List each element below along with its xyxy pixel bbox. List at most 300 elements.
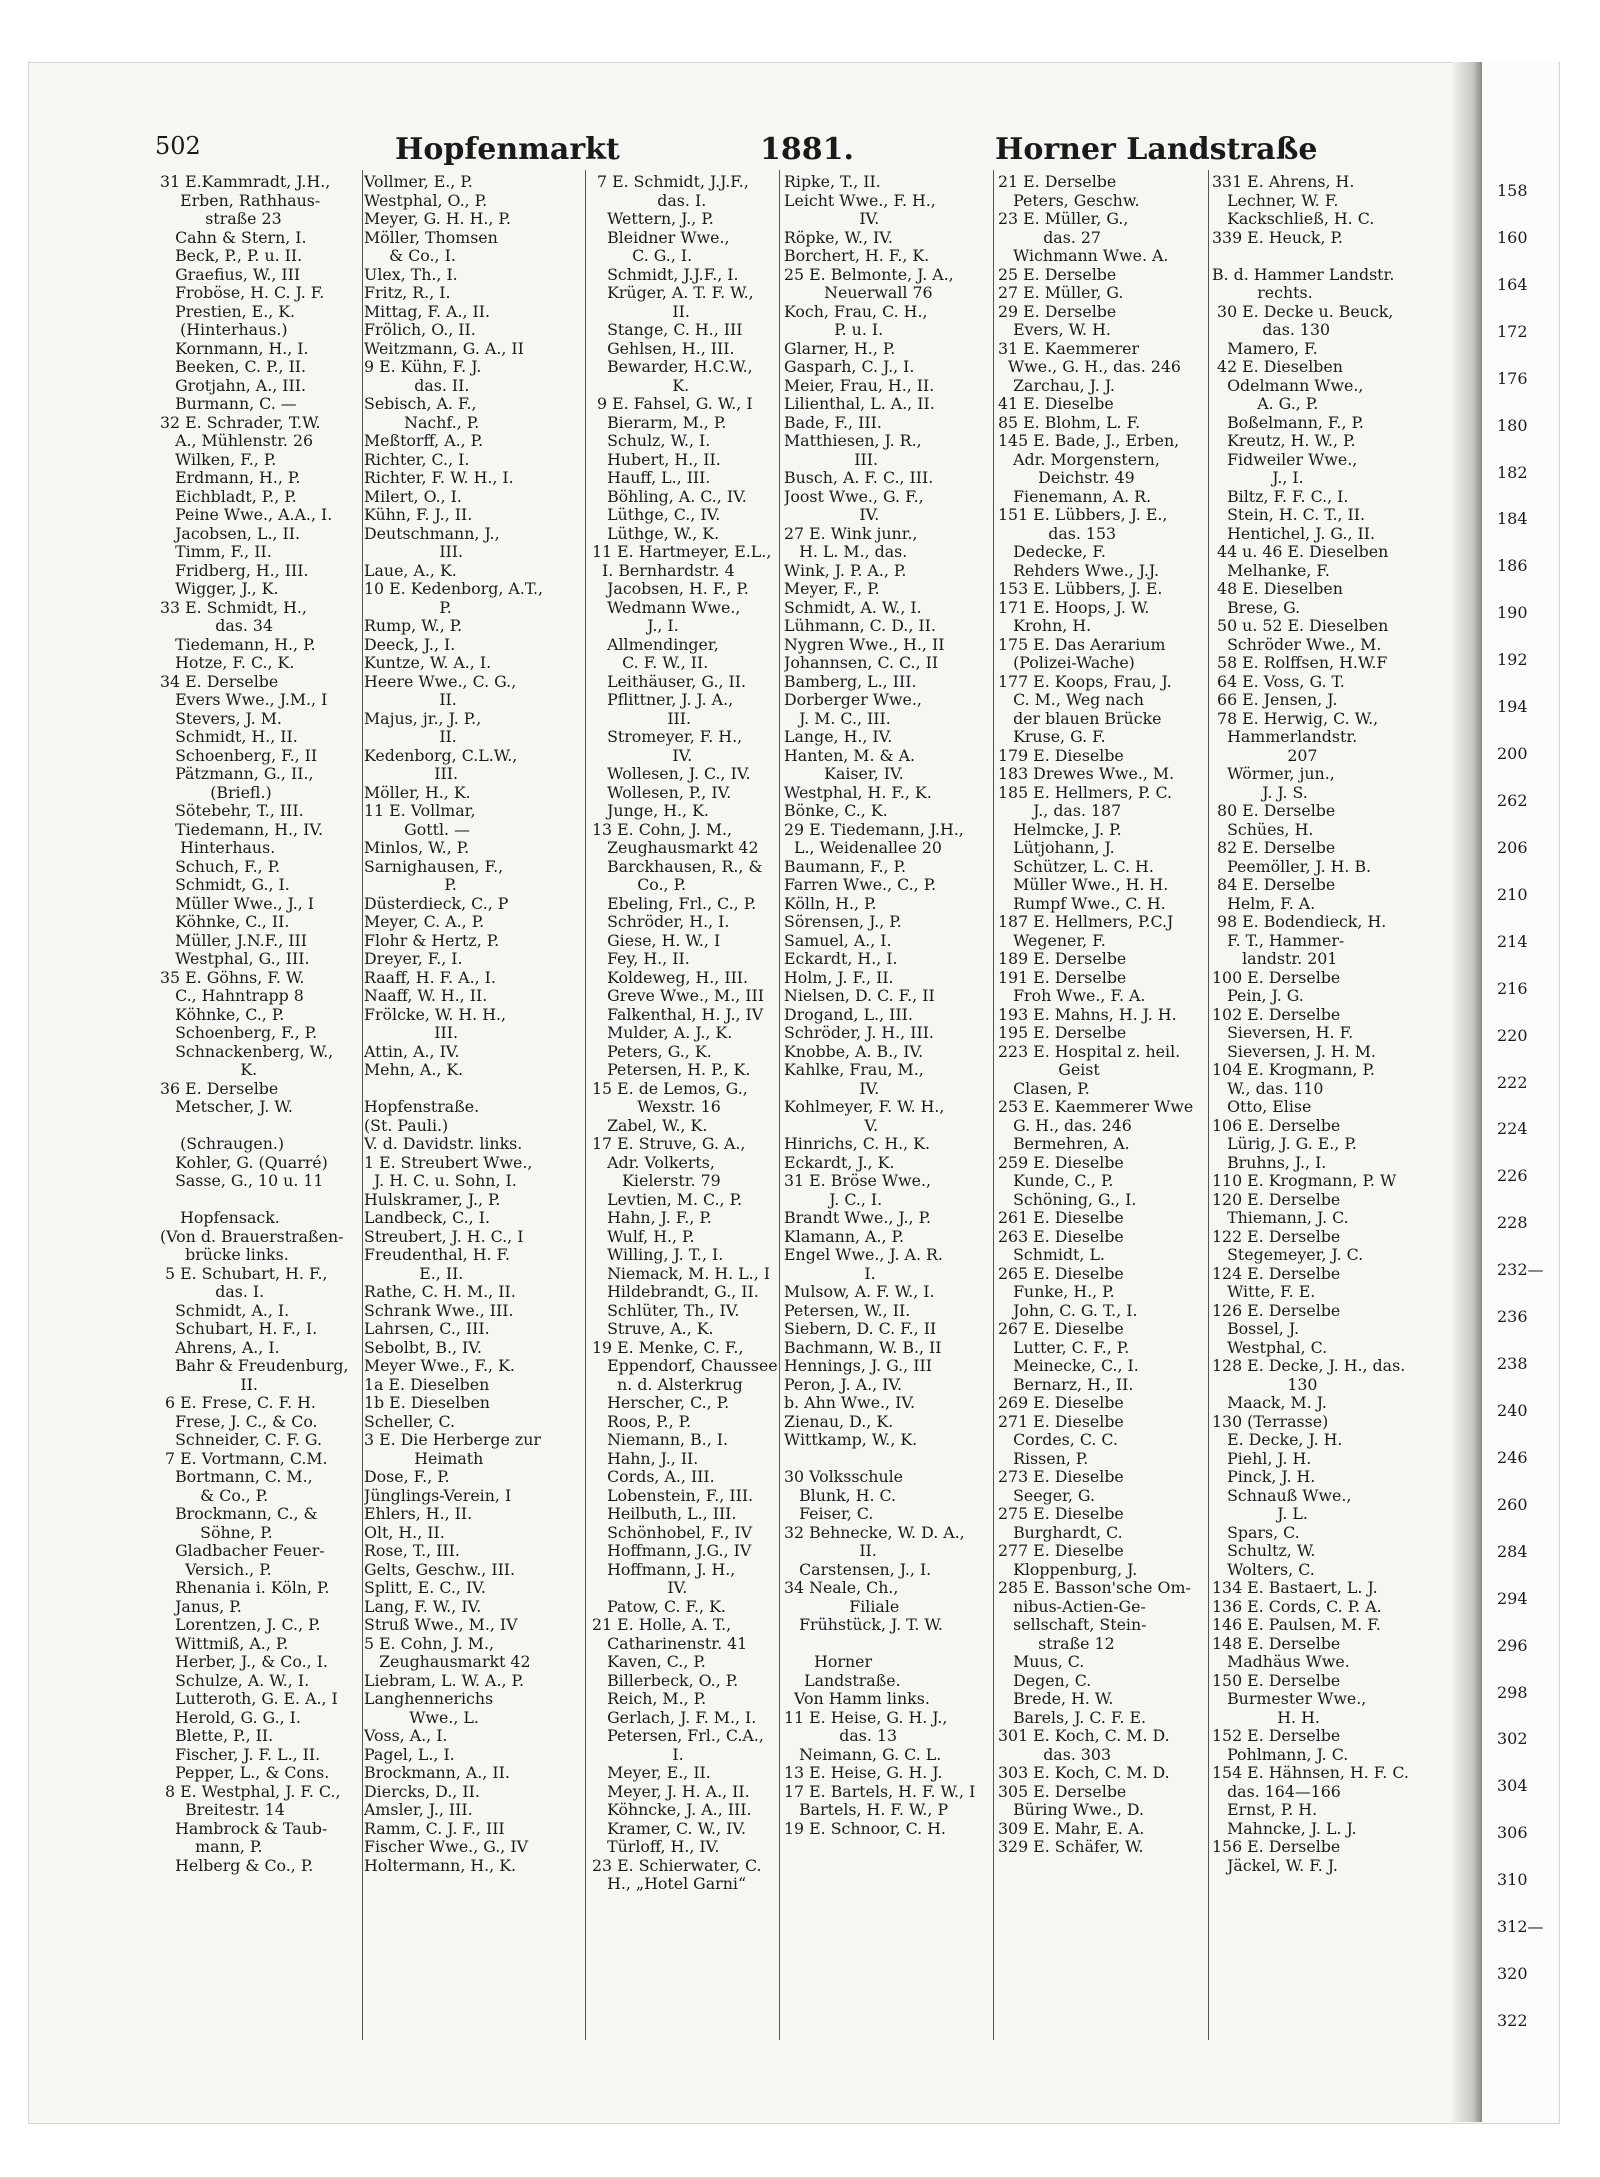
directory-entry-line: Evers Wwe., J.M., I [160, 691, 328, 709]
directory-entry-line: K. [160, 1061, 258, 1079]
directory-entry-line: Muus, C. [998, 1653, 1085, 1671]
directory-entry-line: Söhne, P. [160, 1523, 273, 1542]
directory-entry-line: Odelmann Wwe., [1212, 376, 1364, 395]
directory-entry-line: 303 E. Koch, C. M. D. [998, 1764, 1170, 1782]
directory-entry-line: Peters, G., K. [592, 1042, 712, 1061]
directory-entry-line: Brandt Wwe., J., P. [784, 1209, 932, 1227]
directory-entry-line: J. C., I. [784, 1190, 883, 1209]
directory-entry-line: brücke links. [160, 1246, 289, 1264]
directory-entry-line [784, 1450, 992, 1469]
directory-entry-line: 29 E. Derselbe [998, 302, 1117, 321]
directory-entry-line: Fienemann, A. R. [998, 487, 1152, 506]
directory-entry-line: Rhenania i. Köln, P. [160, 1579, 330, 1597]
next-page-line-number: 294 [1497, 1589, 1528, 1608]
directory-entry-line: Schulze, A. W., I. [160, 1671, 310, 1690]
directory-entry-line: Baumann, F., P. [784, 857, 907, 876]
directory-entry-line: Schubart, H. F., I. [160, 1320, 318, 1338]
directory-entry-line: Thiemann, J. C. [1212, 1209, 1349, 1227]
directory-entry-line: Meyer, G. H. H., P. [364, 210, 511, 228]
directory-entry-line: Kölln, H., P. [784, 894, 877, 913]
directory-entry-line: 104 E. Krogmann, P. [1212, 1061, 1375, 1079]
directory-entry-line: Bönke, C., K. [784, 802, 888, 820]
directory-entry-line: Schoenberg, F., II [160, 746, 318, 765]
directory-entry-line: Pein, J. G. [1212, 987, 1304, 1005]
next-page-line-number: 262 [1497, 791, 1528, 810]
directory-entry-line: Wettern, J., P. [592, 210, 714, 228]
directory-entry-line: V. d. Davidstr. links. [364, 1135, 523, 1153]
directory-entry-line: Pagel, L., I. [364, 1745, 455, 1764]
directory-entry-line: Mamero, F. [1212, 339, 1318, 358]
directory-entry-line: Degen, C. [998, 1671, 1092, 1690]
directory-entry-line: Reich, M., P. [592, 1690, 707, 1708]
directory-entry-line: III. [364, 1024, 459, 1042]
directory-entry-line: III. [784, 450, 879, 469]
directory-entry-line: Lange, H., IV. [784, 728, 893, 746]
directory-entry-line: III. [364, 543, 464, 561]
directory-entry-line: Eichbladt, P., P. [160, 487, 297, 506]
directory-entry-line: Köhnke, C., P. [160, 1005, 285, 1024]
directory-entry-line: Ramm, C. J. F., III [364, 1819, 505, 1838]
directory-entry-line: IV. [592, 1579, 688, 1597]
directory-entry-line: 3 E. Die Herberge zur [364, 1431, 541, 1449]
directory-entry-line: 259 E. Dieselbe [998, 1153, 1124, 1172]
directory-entry-line: Wittmiß, A., P. [160, 1634, 289, 1653]
directory-entry-line: Hammerlandstr. [1212, 728, 1358, 746]
directory-entry-line: 183 Drewes Wwe., M. [998, 765, 1175, 783]
next-page-line-number: 296 [1497, 1636, 1528, 1655]
directory-entry-line: Koldeweg, H., III. [592, 968, 749, 987]
directory-entry-line: 171 E. Hoops, J. W. [998, 598, 1150, 617]
directory-entry-line: Hinrichs, C. H., K. [784, 1135, 931, 1153]
next-page-line-number: 158 [1497, 181, 1528, 200]
directory-entry-line: 42 E. Dieselben [1212, 358, 1343, 376]
directory-entry-line: Schulz, W., I. [592, 432, 711, 450]
directory-entry-line: Rose, T., III. [364, 1542, 460, 1560]
directory-entry-line: Stromeyer, F. H., [592, 728, 743, 746]
next-page-line-number: 214 [1497, 932, 1528, 951]
directory-entry-line: Eckardt, J., K. [784, 1153, 895, 1172]
directory-entry-line: II. [364, 691, 457, 709]
directory-entry-line: II. [592, 302, 690, 321]
directory-entry-line: Schlüter, Th., IV. [592, 1301, 740, 1320]
next-page-line-number: 320 [1497, 1964, 1528, 1983]
directory-entry-line: Mittag, F. A., II. [364, 302, 491, 321]
directory-entry-line: Sebolbt, B., IV. [364, 1338, 482, 1357]
directory-entry-line: 21 E. Derselbe [998, 173, 1117, 191]
directory-entry-line: Naaff, W. H., II. [364, 987, 488, 1005]
directory-entry-line: Petersen, H. P., K. [592, 1061, 751, 1079]
directory-entry-line: Bewarder, H.C.W., [592, 358, 753, 376]
directory-entry-line: Kahlke, Frau, M., [784, 1061, 924, 1079]
next-page-line-number: 210 [1497, 885, 1528, 904]
directory-entry-line: Möller, H., K. [364, 783, 471, 802]
directory-entry-line: 269 E. Dieselbe [998, 1394, 1124, 1412]
directory-entry-line: Hentichel, J. G., II. [1212, 524, 1375, 543]
directory-entry-line: Hahn, J., II. [592, 1449, 699, 1468]
directory-entry-line: Lütjohann, J. [998, 839, 1115, 857]
directory-entry-line: nibus-Actien-Ge- [998, 1597, 1146, 1616]
directory-entry-line: 17 E. Struve, G. A., [592, 1135, 746, 1153]
directory-column [364, 173, 568, 1875]
directory-entry-line: Koch, Frau, C. H., [784, 302, 928, 321]
directory-entry-line: J., das. 187 [998, 802, 1122, 820]
directory-entry-line: Roos, P., P. [592, 1412, 692, 1431]
directory-entry-line: J. H. C. u. Sohn, I. [364, 1172, 517, 1190]
directory-entry-line: Funke, H., P. [998, 1283, 1115, 1301]
directory-entry-line: 305 E. Derselbe [998, 1782, 1127, 1801]
directory-entry-line: Kielerstr. 79 [592, 1172, 721, 1190]
directory-entry-line: 30 Volksschule [784, 1468, 904, 1486]
directory-entry-line: Schües, H. [1212, 820, 1314, 839]
directory-entry-line: Wwe., L. [364, 1708, 479, 1727]
directory-entry-line: Madhäus Wwe. [1212, 1653, 1350, 1671]
next-page-line-number: 190 [1497, 603, 1528, 622]
directory-entry-line: Kramer, C. W., IV. [592, 1819, 747, 1838]
directory-entry-line: Greve Wwe., M., III [592, 987, 765, 1005]
directory-entry-line: Sieversen, H. F. [1212, 1024, 1354, 1042]
directory-entry-line: Burmann, C. — [160, 395, 297, 413]
directory-entry-line: 273 E. Dieselbe [998, 1468, 1124, 1486]
directory-entry-line: Schmidt, H., II. [160, 728, 298, 746]
directory-entry-line: Ebeling, Frl., C., P. [592, 894, 757, 913]
directory-entry-line: Fischer, J. F. L., II. [160, 1745, 321, 1764]
directory-entry-line: Hauff, L., III. [592, 469, 711, 487]
directory-entry-line: Sötebehr, T., III. [160, 802, 304, 820]
directory-entry-line: Prestien, E., K. [160, 302, 296, 321]
directory-entry-line: 120 E. Derselbe [1212, 1190, 1341, 1209]
directory-entry-line: 11 E. Heise, G. H. J., [784, 1708, 948, 1727]
directory-entry-line: IV. [784, 210, 880, 228]
directory-entry-line: 33 E. Schmidt, H., [160, 598, 307, 617]
directory-entry-line: 223 E. Hospital z. heil. [998, 1042, 1181, 1061]
directory-entry-line: 78 E. Herwig, C. W., [1212, 709, 1379, 728]
directory-entry-line: Kaiser, IV. [784, 765, 904, 783]
directory-entry-line: Streubert, J. H. C., I [364, 1227, 524, 1246]
directory-entry-line: Stegemeyer, J. C. [1212, 1246, 1364, 1264]
directory-entry-line: Bermehren, A. [998, 1135, 1130, 1153]
directory-entry-line: Petersen, Frl., C.A., [592, 1727, 764, 1745]
directory-entry-line: Wulf, H., P. [592, 1227, 695, 1246]
directory-entry-line: Barckhausen, R., & [592, 857, 763, 876]
directory-entry-line: Niemack, M. H. L., I [592, 1264, 770, 1283]
directory-entry-line: Schönhobel, F., IV [592, 1523, 753, 1542]
directory-entry-line: 19 E. Menke, C. F., [592, 1338, 744, 1357]
directory-entry-line: Kreutz, H. W., P. [1212, 432, 1356, 450]
directory-entry-line: Brede, H. W. [998, 1690, 1114, 1708]
directory-entry-line: 265 E. Dieselbe [998, 1264, 1124, 1283]
directory-entry-line: 48 E. Dieselben [1212, 580, 1343, 598]
directory-entry-line: Nachf., P. [364, 413, 480, 432]
directory-entry-line: Wegener, F. [998, 931, 1106, 950]
directory-entry-line [364, 1080, 568, 1099]
page-gutter-shadow [1452, 62, 1482, 2122]
directory-entry-line: sellschaft, Stein- [998, 1616, 1147, 1634]
directory-entry-line: Falkenthal, H. J., IV [592, 1005, 764, 1024]
directory-entry-line: Farren Wwe., C., P. [784, 876, 937, 894]
directory-entry-line: 207 [1212, 746, 1318, 765]
directory-entry-line: IV. [784, 1079, 880, 1098]
page-number: 502 [155, 132, 201, 160]
next-page-line-number: 182 [1497, 463, 1528, 482]
directory-entry-line: Witte, F. E. [1212, 1283, 1316, 1301]
directory-entry-line: Krüger, A. T. F. W., [592, 284, 754, 302]
directory-entry-line: Pohlmann, J. C. [1212, 1745, 1349, 1764]
directory-entry-line: Schröder, H., I. [592, 913, 730, 931]
directory-entry-line: Lutter, C. F., P. [998, 1338, 1130, 1357]
directory-entry-line: Carstensen, J., I. [784, 1560, 932, 1579]
directory-entry-line: Schnackenberg, W., [160, 1042, 334, 1061]
directory-entry-line: Eckardt, H., I. [784, 950, 898, 968]
directory-entry-line: Herold, G. G., I. [160, 1708, 301, 1727]
directory-entry-line: 130 (Terrasse) [1212, 1412, 1329, 1431]
directory-entry-line: Mehn, A., K. [364, 1061, 464, 1079]
next-page-line-number: 240 [1497, 1401, 1528, 1420]
directory-entry-line: Bortmann, C. M., [160, 1468, 313, 1486]
directory-entry-line: Deichstr. 49 [998, 469, 1135, 487]
directory-entry-line: 151 E. Lübbers, J. E., [998, 506, 1168, 524]
directory-entry-line: 187 E. Hellmers, P.C.J [998, 913, 1174, 931]
directory-entry-line: John, C. G. T., I. [998, 1301, 1138, 1320]
directory-entry-line: Knobbe, A. B., IV. [784, 1042, 924, 1061]
next-page-line-number: 298 [1497, 1683, 1528, 1702]
directory-entry-line: Beeken, C. P., II. [160, 358, 307, 376]
directory-entry-line: 126 E. Derselbe [1212, 1301, 1341, 1320]
directory-entry-line: Biltz, F. F. C., I. [1212, 487, 1349, 506]
directory-entry-line: Kackschließ, H. C. [1212, 210, 1375, 228]
directory-entry-line: Giese, H. W., I [592, 931, 721, 950]
directory-entry-line: Spars, C. [1212, 1523, 1300, 1542]
directory-entry-line: Bossel, J. [1212, 1320, 1299, 1338]
directory-entry-line: 152 E. Derselbe [1212, 1727, 1341, 1745]
directory-entry-line: Schmidt, A. W., I. [784, 598, 922, 617]
directory-entry-line: Leithäuser, G., II. [592, 672, 747, 691]
directory-entry-line: Diercks, D., II. [364, 1782, 480, 1801]
directory-entry-line: (St. Pauli.) [364, 1116, 449, 1135]
directory-entry-line: 189 E. Derselbe [998, 950, 1127, 968]
directory-entry-line: 21 E. Holle, A. T., [592, 1616, 732, 1634]
directory-entry-line: Lühmann, C. D., II. [784, 617, 936, 635]
directory-entry-line: Schnauß Wwe., [1212, 1486, 1352, 1505]
directory-entry-line: 17 E. Bartels, H. F. W., I [784, 1782, 976, 1801]
directory-entry-line: Wwe., G. H., das. 246 [998, 358, 1181, 376]
next-page-line-number: 216 [1497, 979, 1528, 998]
directory-entry-line: Voss, A., I. [364, 1727, 448, 1745]
directory-entry-line: G. H., das. 246 [998, 1116, 1132, 1135]
directory-entry-line: Dose, F., P. [364, 1468, 450, 1486]
directory-entry-line: Froh Wwe., F. A. [998, 987, 1146, 1005]
directory-entry-line: Deeck, J., I. [364, 635, 456, 654]
directory-entry-line: IV. [784, 506, 880, 524]
directory-entry-line: Attin, A., IV. [364, 1042, 460, 1061]
directory-entry-line: Hopfensack. [160, 1209, 280, 1227]
directory-entry-line: das. II. [364, 376, 470, 395]
directory-entry-line: 106 E. Derselbe [1212, 1116, 1341, 1135]
directory-entry-line: II. [364, 728, 457, 746]
directory-entry-line: Möller, Thomsen [364, 228, 498, 247]
next-page-line-number: 322 [1497, 2011, 1528, 2030]
directory-entry-line: 179 E. Dieselbe [998, 746, 1124, 765]
directory-entry-line: Jacobsen, H. F., P. [592, 580, 749, 598]
next-page-line-number: 206 [1497, 838, 1528, 857]
directory-entry-line: Kloppenburg, J. [998, 1560, 1138, 1579]
directory-entry-line: 44 u. 46 E. Dieselben [1212, 543, 1389, 561]
directory-entry-line: 84 E. Derselbe [1212, 876, 1336, 894]
directory-entry-line: Helmcke, J. P. [998, 820, 1122, 839]
directory-entry-line: Bruhns, J., I. [1212, 1153, 1327, 1172]
directory-entry-line: C. F. W., II. [592, 654, 709, 672]
directory-entry-line: Drogand, L., III. [784, 1005, 913, 1024]
directory-entry-line: 148 E. Derselbe [1212, 1634, 1341, 1653]
directory-entry-line: Froböse, H. C. J. F. [160, 284, 325, 302]
directory-entry-line: 27 E. Müller, G. [998, 284, 1124, 302]
directory-entry-line: 98 E. Bodendieck, H. [1212, 913, 1387, 931]
directory-entry-line: 177 E. Koops, Frau, J. [998, 672, 1172, 691]
directory-entry-line: 50 u. 52 E. Dieselben [1212, 617, 1389, 635]
directory-entry-line: Majus, jr., J. P., [364, 709, 482, 728]
next-page-line-number: 236 [1497, 1307, 1528, 1326]
directory-entry-line: 31 E. Kaemmerer [998, 339, 1140, 358]
directory-entry-line: Janus, P. [160, 1597, 242, 1616]
directory-entry-line: Samuel, A., I. [784, 931, 892, 950]
directory-column [784, 173, 992, 1838]
directory-entry-line: Weitzmann, G. A., II [364, 339, 524, 358]
directory-entry-line: das. 13 [784, 1727, 898, 1745]
directory-entry-line: Holm, J. F., II. [784, 968, 894, 987]
directory-entry-line: Landbeck, C., I. [364, 1209, 490, 1227]
directory-entry-line: mann, P. [160, 1838, 263, 1856]
next-page-line-number: 246 [1497, 1448, 1528, 1467]
directory-entry-line: 301 E. Koch, C. M. D. [998, 1727, 1170, 1745]
directory-entry-line: & Co., I. [364, 247, 456, 265]
directory-entry-line: 153 E. Lübbers, J. E. [998, 580, 1163, 598]
directory-entry-line: 130 [1212, 1375, 1318, 1394]
directory-entry-line: Wigger, J., K. [160, 580, 279, 598]
directory-entry-line: Adr. Morgenstern, [998, 450, 1160, 469]
directory-entry-line: E., II. [364, 1264, 464, 1283]
directory-entry-line: Lüthge, W., K. [592, 524, 720, 543]
directory-entry-line: Clasen, P. [998, 1079, 1090, 1098]
directory-entry-line: Wittkamp, W., K. [784, 1431, 918, 1449]
directory-entry-line: Lobenstein, F., III. [592, 1486, 754, 1505]
directory-entry-line: Willing, J. T., I. [592, 1246, 724, 1264]
directory-entry-line: n. d. Alsterkrug [592, 1375, 743, 1394]
directory-entry-line: 191 E. Derselbe [998, 968, 1127, 987]
directory-entry-line: Cahn & Stern, I. [160, 228, 307, 247]
directory-entry-line: 271 E. Dieselbe [998, 1412, 1124, 1431]
directory-entry-line: Müller Wwe., J., I [160, 894, 315, 913]
directory-entry-line: Klamann, A., P. [784, 1227, 904, 1246]
directory-entry-line: Struß Wwe., M., IV [364, 1616, 518, 1634]
directory-column [1212, 173, 1448, 1875]
directory-entry-line: Lorentzen, J. C., P. [160, 1616, 321, 1634]
next-page-line-number: 184 [1497, 509, 1528, 528]
directory-entry-line: Blette, P., II. [160, 1727, 274, 1745]
directory-entry-line: das. I. [160, 1283, 265, 1301]
directory-entry-line: das. 34 [160, 617, 274, 635]
directory-entry-line: Rump, W., P. [364, 617, 463, 635]
directory-entry-line: 175 E. Das Aerarium [998, 635, 1166, 654]
directory-entry-line: Wollesen, J. C., IV. [592, 765, 751, 783]
directory-entry-line: 32 E. Schrader, T.W. [160, 413, 321, 432]
directory-entry-line: Niemann, B., I. [592, 1431, 729, 1449]
directory-entry-line: Frühstück, J. T. W. [784, 1616, 943, 1634]
directory-entry-line: Mahncke, J. L. J. [1212, 1819, 1357, 1838]
directory-entry-line: Büring Wwe., D. [998, 1801, 1145, 1819]
directory-entry-line: Stein, H. C. T., II. [1212, 506, 1366, 524]
directory-entry-line: Johannsen, C. C., II [784, 654, 939, 672]
directory-entry-line: Dedecke, F. [998, 543, 1106, 561]
directory-entry-line: b. Ahn Wwe., IV. [784, 1394, 916, 1412]
next-page-line-number: 284 [1497, 1542, 1528, 1561]
directory-entry-line: Borchert, H. F., K. [784, 247, 930, 265]
directory-entry-line: Meyer, C. A., P. [364, 913, 485, 931]
directory-entry-line: 11 E. Hartmeyer, E.L., [592, 543, 772, 561]
directory-entry-line: 339 E. Heuck, P. [1212, 228, 1343, 247]
directory-entry-line: 23 E. Müller, G., [998, 210, 1129, 228]
directory-entry-line: Westphal, C. [1212, 1338, 1328, 1357]
directory-entry-line: Röpke, W., IV. [784, 228, 893, 247]
directory-entry-line: Allmendinger, [592, 635, 719, 654]
directory-entry-line: Milert, O., I. [364, 487, 462, 506]
directory-entry-line: 195 E. Derselbe [998, 1024, 1127, 1042]
directory-entry-line: Peron, J. A., IV. [784, 1375, 903, 1394]
directory-entry-line: 146 E. Paulsen, M. F. [1212, 1616, 1381, 1634]
directory-entry-line: Lutteroth, G. E. A., I [160, 1690, 338, 1708]
column-rule [993, 170, 994, 2040]
directory-entry-line: Kedenborg, C.L.W., [364, 746, 518, 765]
directory-entry-line: Melhanke, F. [1212, 561, 1330, 580]
directory-entry-line: Meyer Wwe., F., K. [364, 1357, 515, 1375]
directory-entry-line: 10 E. Kedenborg, A.T., [364, 580, 544, 598]
directory-entry-line: W., das. 110 [1212, 1079, 1324, 1098]
directory-entry-line: 82 E. Derselbe [1212, 839, 1336, 857]
directory-entry-line: Türloff, H., IV. [592, 1838, 720, 1856]
directory-entry-line: J., I. [1212, 469, 1304, 487]
directory-entry-line: 285 E. Basson'sche Om- [998, 1579, 1191, 1597]
directory-entry-line: (Schraugen.) [160, 1135, 285, 1153]
directory-entry-line: 25 E. Derselbe [998, 265, 1117, 284]
directory-entry-line: Versich., P. [160, 1560, 272, 1579]
directory-entry-line: C. G., I. [592, 247, 693, 265]
directory-entry-line: Dorberger Wwe., [784, 691, 922, 709]
directory-entry-line: 309 E. Mahr, E. A. [998, 1819, 1145, 1838]
directory-entry-line: Bahr & Freudenburg, [160, 1357, 349, 1375]
directory-entry-line: H., „Hotel Garni“ [592, 1875, 747, 1893]
directory-entry-line: Ehlers, H., II. [364, 1505, 473, 1523]
directory-entry-line: Ripke, T., II. [784, 173, 881, 191]
directory-entry-line: 7 E. Vortmann, C.M. [160, 1449, 328, 1468]
directory-entry-line: Schuch, F., P. [160, 857, 281, 876]
directory-entry-line: Beck, P., P. u. II. [160, 247, 303, 265]
directory-entry-line: 331 E. Ahrens, H. [1212, 173, 1355, 191]
next-page-line-number: 310 [1497, 1870, 1528, 1889]
directory-entry-line: Hahn, J. F., P. [592, 1209, 712, 1227]
directory-entry-line: Fischer Wwe., G., IV [364, 1838, 529, 1856]
directory-entry-line: 23 E. Schierwater, C. [592, 1856, 762, 1875]
directory-entry-line: Fidweiler Wwe., [1212, 450, 1358, 469]
directory-entry-line: Meßtorff, A., P. [364, 432, 484, 450]
directory-entry-line: Glarner, H., P. [784, 339, 896, 358]
directory-entry-line: Bamberg, L., III. [784, 672, 917, 691]
directory-entry-line: 261 E. Dieselbe [998, 1209, 1124, 1227]
directory-entry-line: 156 E. Derselbe [1212, 1838, 1341, 1856]
directory-entry-line: Dreyer, F., I. [364, 950, 463, 968]
column-rule [1208, 170, 1209, 2040]
directory-entry-line: straße 12 [998, 1634, 1115, 1653]
directory-entry-line: 1a E. Dieselben [364, 1375, 490, 1394]
directory-entry-line: Amsler, J., III. [364, 1801, 473, 1819]
directory-entry-line [1212, 247, 1448, 266]
